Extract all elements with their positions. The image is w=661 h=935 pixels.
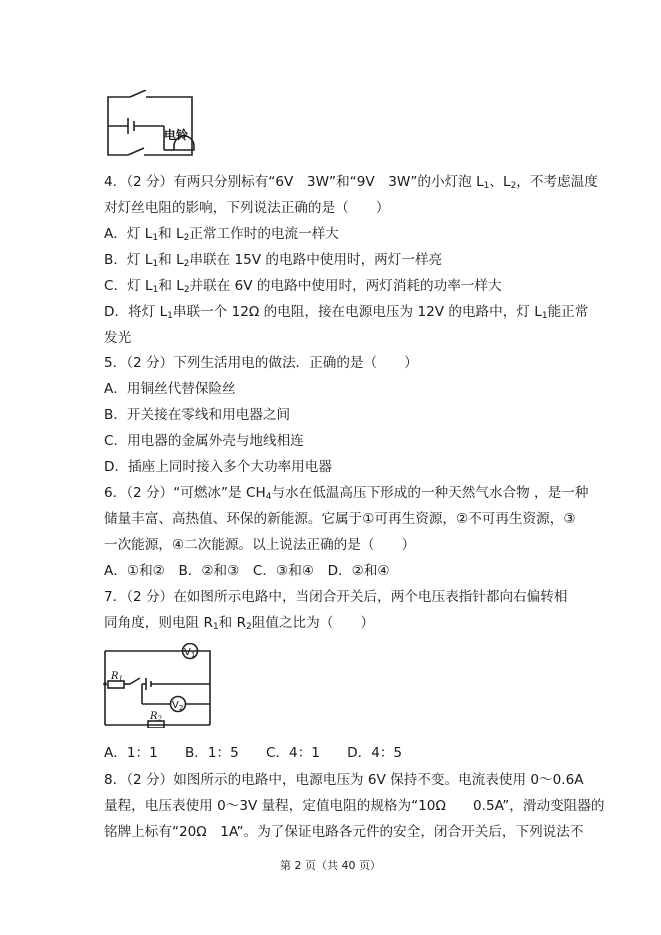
q6-stem-line-3: 一次能源，④二次能源。以上说法正确的是（ ）: [104, 537, 416, 553]
q5-option-a[interactable]: A．用铜丝代替保险丝: [104, 381, 236, 397]
q5-stem: 5．（2 分）下列生活用电的做法．正确的是（ ）: [104, 355, 418, 371]
r1-label: $R_1$: [111, 671, 123, 683]
bell-label: 电铃: [164, 128, 189, 142]
v2-label: $V_2$: [172, 700, 184, 712]
q4-option-c[interactable]: C．灯 $L_1$和 $L_2$并联在 6V 的电路中使用时，两灯消耗的功率一样大: [104, 278, 502, 295]
q6-stem-line-1: 6．（2 分）“可燃冰”是 $CH_4$与水在低温高压下形成的一种天然气水合物 ，是一种: [104, 485, 589, 502]
q7-stem-line-1: 7．（2 分）在如图所示电路中，当闭合开关后，两个电压表指针都向右偏转相: [104, 589, 568, 605]
q4-stem-line-1: 4．（2 分）有两只分别标有“6V 3W”和“9V 3W”的小灯泡 $L_1$、$L_2$，不考虑温度: [104, 174, 598, 191]
q8-stem-line-3: 铭牌上标有“20Ω 1A”。为了保证电路各元件的安全，闭合开关后，下列说法不: [104, 824, 584, 840]
q5-option-b[interactable]: B．开关接在零线和用电器之间: [104, 407, 291, 423]
q4-option-b[interactable]: B．灯 $L_1$和 $L_2$串联在 15V 的电路中使用时，两灯一样亮: [104, 252, 443, 269]
q5-option-d[interactable]: D．插座上同时接入多个大功率用电器: [104, 459, 332, 475]
q4-option-a[interactable]: A．灯 $L_1$和 $L_2$正常工作时的电流一样大: [104, 226, 339, 243]
bell-circuit-diagram: [100, 90, 220, 160]
q4-stem-line-2: 对灯丝电阻的影响，下列说法正确的是（ ）: [104, 200, 390, 216]
q6-options[interactable]: A．①和② B．②和③ C．③和④ D．②和④: [104, 563, 390, 579]
q7-options[interactable]: A．1：1 B．1：5 C．4：1 D．4：5: [104, 745, 403, 761]
page-footer: 第 2 页（共 40 页）: [280, 859, 381, 872]
q4-option-d[interactable]: D．将灯 $L_1$串联一个 12Ω 的电阻，接在电源电压为 12V 的电路中，灯 $L_1$能正常: [104, 304, 589, 321]
v1-label: $V_1$: [184, 647, 196, 659]
q4-option-d-cont: 发光: [104, 330, 132, 346]
q7-stem-line-2: 同角度，则电阻 $R_1$和 $R_2$阻值之比为（ ）: [104, 615, 375, 632]
resistor-voltmeter-circuit: [100, 643, 215, 728]
q6-stem-line-2: 储量丰富、高热值、环保的新能源。它属于①可再生资源，②不可再生资源，③: [104, 511, 576, 527]
q8-stem-line-2: 量程，电压表使用 0～3V 量程，定值电阻的规格为“10Ω 0.5A”，滑动变阻器的: [104, 798, 605, 814]
r2-label: $R_2$: [150, 711, 162, 723]
q8-stem-line-1: 8．（2 分）如图所示的电路中，电源电压为 6V 保持不变。电流表使用 0～0.6A: [104, 772, 584, 788]
q5-option-c[interactable]: C．用电器的金属外壳与地线相连: [104, 433, 304, 449]
